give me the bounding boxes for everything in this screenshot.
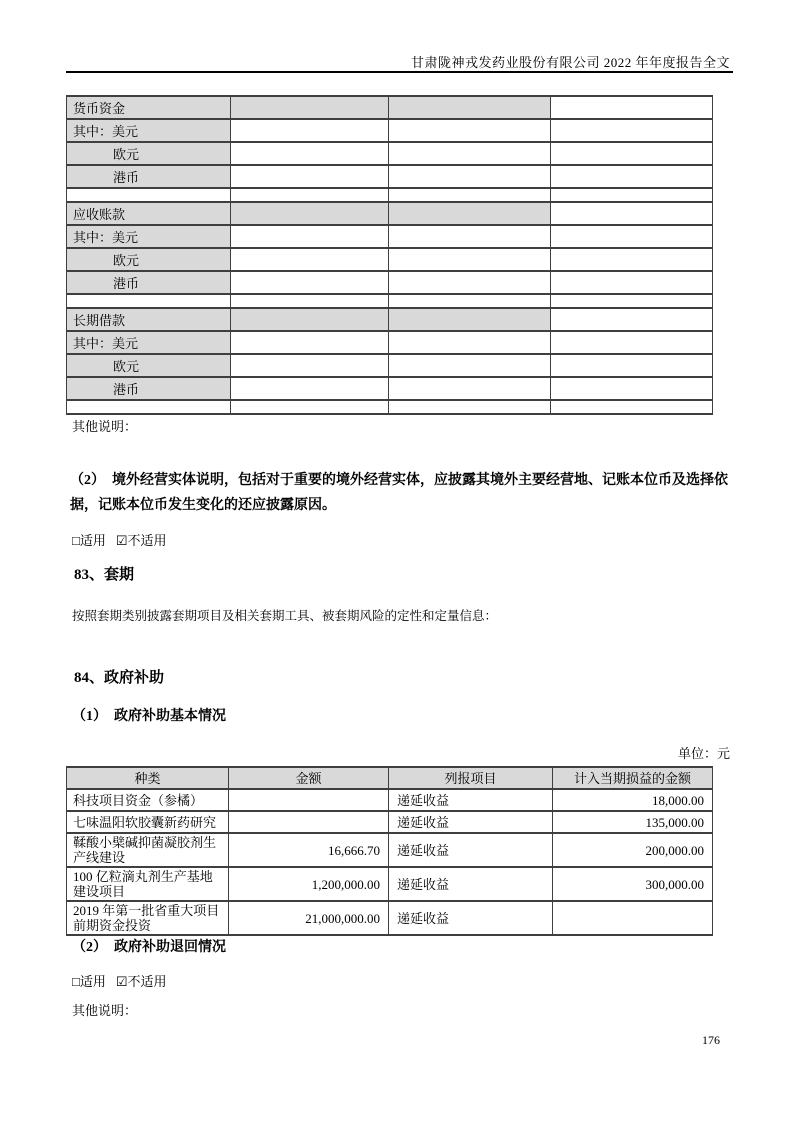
row-label — [67, 188, 231, 202]
table-cell — [231, 188, 389, 202]
table-row — [67, 789, 713, 811]
table-cell — [231, 202, 389, 225]
table-cell — [231, 142, 389, 165]
column-header: 种类 — [67, 767, 229, 789]
grant-amount: 21,000,000.00 — [229, 901, 389, 935]
table-row — [67, 96, 713, 119]
table-row — [67, 901, 713, 935]
row-label: 欧元 — [67, 354, 231, 377]
table-row — [67, 188, 713, 202]
table-cell — [231, 248, 389, 271]
table-row — [67, 377, 713, 400]
column-header: 计入当期损益的金额 — [553, 767, 713, 789]
table-cell — [551, 225, 713, 248]
table-row — [67, 202, 713, 225]
row-label: 港币 — [67, 165, 231, 188]
grant-report-item: 递延收益 — [389, 811, 553, 833]
foreign-currency-table — [66, 95, 713, 415]
table-cell — [231, 377, 389, 400]
table-row — [67, 354, 713, 377]
grant-amount: 1,200,000.00 — [229, 867, 389, 901]
table-cell — [389, 165, 551, 188]
grant-income — [553, 901, 713, 935]
applicability-row — [72, 530, 167, 549]
table-cell — [389, 248, 551, 271]
table-row — [67, 331, 713, 354]
row-label — [67, 294, 231, 308]
row-label — [67, 400, 231, 414]
table-cell — [231, 225, 389, 248]
table-row — [67, 833, 713, 867]
checkbox-applicable: □适用 — [72, 974, 106, 989]
grant-report-item: 递延收益 — [389, 867, 553, 901]
table-cell — [551, 96, 713, 119]
grant-amount — [229, 789, 389, 811]
table-row — [67, 119, 713, 142]
row-label: 其中：美元 — [67, 119, 231, 142]
grant-category: 100 亿粒滴丸剂生产基地建设项目 — [67, 867, 229, 901]
row-label: 欧元 — [67, 142, 231, 165]
table-cell — [231, 271, 389, 294]
grant-income: 200,000.00 — [553, 833, 713, 867]
subsection-title-grants-basic: （1） 政府补助基本情况 — [72, 709, 226, 724]
header-rule — [66, 71, 733, 73]
table-cell — [551, 248, 713, 271]
table-cell — [389, 377, 551, 400]
table-row — [67, 811, 713, 833]
table-cell — [551, 294, 713, 308]
table-cell — [231, 96, 389, 119]
table-cell — [389, 400, 551, 414]
table-cell — [551, 188, 713, 202]
table-cell — [389, 96, 551, 119]
table-row — [67, 867, 713, 901]
column-header: 金额 — [229, 767, 389, 789]
table-cell — [389, 225, 551, 248]
row-label: 长期借款 — [67, 308, 231, 331]
table-cell — [551, 202, 713, 225]
grant-category: 科技项目资金（参橘） — [67, 789, 229, 811]
grant-amount: 16,666.70 — [229, 833, 389, 867]
table-row — [67, 165, 713, 188]
section-title-hedging: 83、套期 — [74, 567, 135, 583]
row-label: 应收账款 — [67, 202, 231, 225]
table-cell — [551, 142, 713, 165]
grant-amount — [229, 811, 389, 833]
section-title-government-grants: 84、政府补助 — [74, 670, 165, 686]
table-cell — [551, 308, 713, 331]
table-cell — [231, 119, 389, 142]
table-cell — [231, 400, 389, 414]
grant-income: 18,000.00 — [553, 789, 713, 811]
row-label: 其中：美元 — [67, 225, 231, 248]
report-header-title: 甘肃陇神戎发药业股份有限公司 2022 年年度报告全文 — [410, 55, 730, 70]
checkbox-applicable: □适用 — [72, 533, 106, 548]
foreign-entity-heading: （2） 境外经营实体说明，包括对于重要的境外经营实体，应披露其境外主要经营地、记账本位币及选择依据，记账本位币发生变化的还应披露原因。 — [70, 473, 728, 513]
table-cell — [551, 165, 713, 188]
grant-report-item: 递延收益 — [389, 833, 553, 867]
table-cell — [551, 377, 713, 400]
table-row — [67, 400, 713, 414]
checkbox-not-applicable: ☑不适用 — [115, 533, 167, 548]
table-cell — [389, 271, 551, 294]
row-label: 欧元 — [67, 248, 231, 271]
grant-category: 鞣酸小檗碱抑菌凝胶剂生产线建设 — [67, 833, 229, 867]
table-cell — [551, 331, 713, 354]
row-label: 其中：美元 — [67, 331, 231, 354]
other-notes-label: 其他说明： — [72, 1003, 138, 1018]
table-cell — [389, 294, 551, 308]
table-cell — [389, 202, 551, 225]
grant-report-item: 递延收益 — [389, 789, 553, 811]
grant-income: 300,000.00 — [553, 867, 713, 901]
table-cell — [231, 354, 389, 377]
table-row — [67, 248, 713, 271]
table-row — [67, 225, 713, 248]
table-header-row — [67, 767, 713, 789]
row-label: 港币 — [67, 377, 231, 400]
grant-report-item: 递延收益 — [389, 901, 553, 935]
table-row — [67, 142, 713, 165]
row-label: 货币资金 — [67, 96, 231, 119]
table-cell — [389, 354, 551, 377]
grant-income: 135,000.00 — [553, 811, 713, 833]
government-grants-table — [66, 766, 713, 936]
table-cell — [231, 331, 389, 354]
column-header: 列报项目 — [389, 767, 553, 789]
table-row — [67, 294, 713, 308]
row-label: 港币 — [67, 271, 231, 294]
table-cell — [389, 188, 551, 202]
table-row — [67, 308, 713, 331]
table-cell — [231, 165, 389, 188]
table-cell — [551, 354, 713, 377]
table-cell — [231, 294, 389, 308]
table-cell — [551, 271, 713, 294]
table-cell — [389, 308, 551, 331]
hedging-description: 按照套期类别披露套期项目及相关套期工具、被套期风险的定性和定量信息： — [72, 609, 498, 623]
checkbox-not-applicable: ☑不适用 — [115, 974, 167, 989]
table-row — [67, 271, 713, 294]
unit-label: 单位：元 — [677, 746, 730, 761]
other-notes-label: 其他说明： — [72, 419, 138, 434]
table-cell — [389, 119, 551, 142]
applicability-row — [72, 971, 167, 990]
table-cell — [551, 400, 713, 414]
grant-category: 2019 年第一批省重大项目前期资金投资 — [67, 901, 229, 935]
table-cell — [389, 142, 551, 165]
page-number: 176 — [702, 1033, 720, 1047]
table-cell — [551, 119, 713, 142]
grant-category: 七味温阳软胶囊新药研究 — [67, 811, 229, 833]
table-cell — [231, 308, 389, 331]
table-cell — [389, 331, 551, 354]
subsection-title-grants-refund: （2） 政府补助退回情况 — [72, 940, 226, 955]
